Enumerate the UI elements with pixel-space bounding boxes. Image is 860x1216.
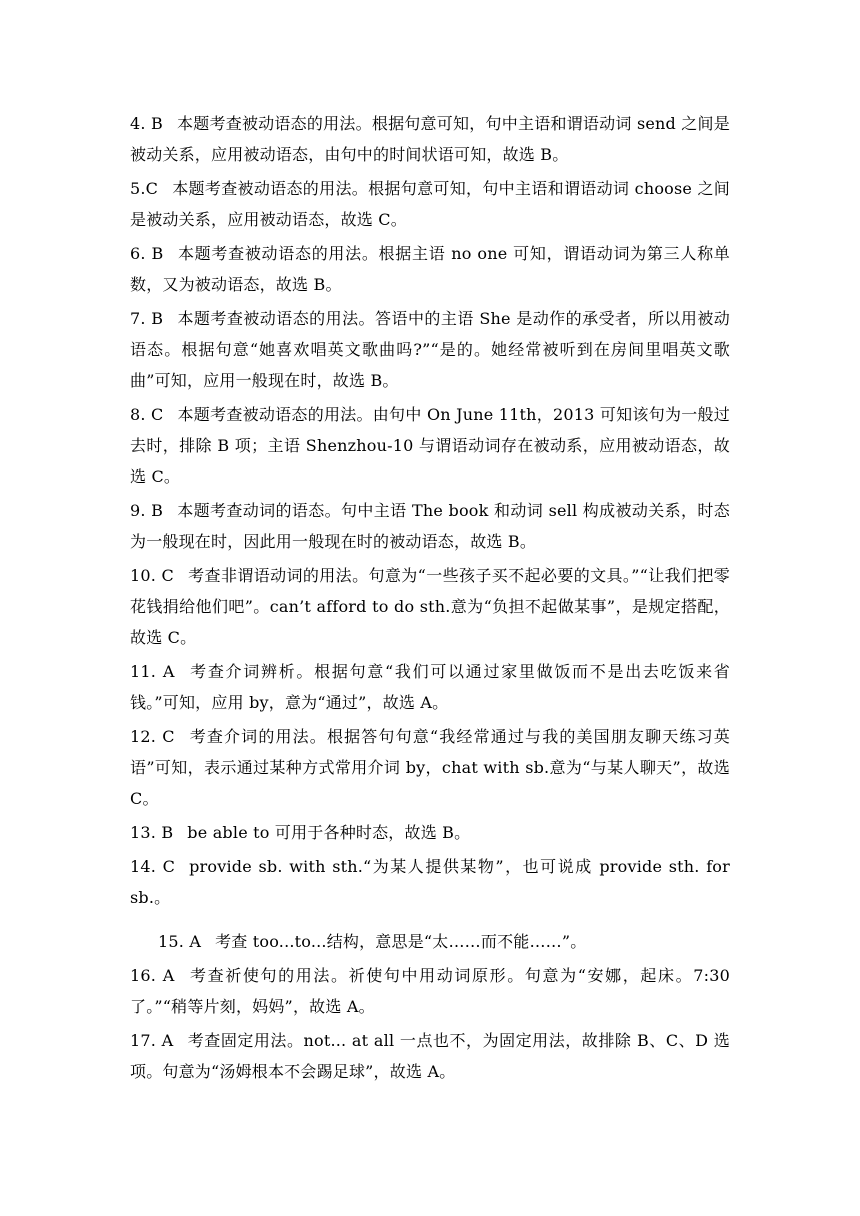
answer-15: [130, 926, 730, 957]
answer-text: 本题考查被动语态的用法。根据主语 no one 可知，谓语动词为第三人称单数，又为被动语态，故选 B。: [130, 244, 730, 294]
answer-text: 考查固定用法。not... at all 一点也不，为固定用法，故排除 B、C、D 选项。句意为“汤姆根本不会踢足球”，故选 A。: [130, 1031, 730, 1081]
answer-number: 11. A: [130, 662, 175, 681]
answer-text: 考查介词的用法。根据答句句意“我经常通过与我的美国朋友聊天练习英语”可知，表示通过某种方式常用介词 by，chat with sb.意为“与某人聊天”，故选 C。: [130, 727, 730, 808]
answer-17: [130, 1025, 730, 1087]
answer-number: 7. B: [130, 309, 164, 328]
answer-12: [130, 721, 730, 814]
answer-text: 考查介词辨析。根据句意“我们可以通过家里做饭而不是出去吃饭来省钱。”可知，应用 by，意为“通过”，故选 A。: [130, 662, 730, 712]
answer-7: [130, 303, 730, 396]
answer-number: 9. B: [130, 501, 164, 520]
answer-14: [130, 851, 730, 913]
answer-number: 13. B: [130, 823, 174, 842]
answer-number: 12. C: [130, 727, 175, 746]
answer-number: 16. A: [130, 966, 175, 985]
answer-10: [130, 560, 730, 653]
answer-text: 本题考查被动语态的用法。由句中 On June 11th，2013 可知该句为一般过去时，排除 B 项；主语 Shenzhou-10 与谓语动词存在被动系，应用被动语态，故选 C。: [130, 405, 730, 486]
answer-5: [130, 173, 730, 235]
answer-text: 本题考查被动语态的用法。答语中的主语 She 是动作的承受者，所以用被动语态。根据句意“她喜欢唱英文歌曲吗?”“是的。她经常被听到在房间里唱英文歌曲”可知，应用一般现在时，故选 B。: [130, 309, 730, 390]
answer-8: [130, 399, 730, 492]
answer-number: 4. B: [130, 114, 163, 133]
answer-6: [130, 238, 730, 300]
answer-text: 本题考查动词的语态。句中主语 The book 和动词 sell 构成被动关系，时态为一般现在时，因此用一般现在时的被动语态，故选 B。: [130, 501, 730, 551]
answer-explanations: [130, 108, 730, 1090]
answer-4: [130, 108, 730, 170]
answer-text: 本题考查被动语态的用法。根据句意可知，句中主语和谓语动词 send 之间是被动关系，应用被动语态，由句中的时间状语可知，故选 B。: [130, 114, 730, 164]
answer-text: 考查 too...to...结构，意思是“太……而不能……”。: [215, 932, 587, 951]
answer-number: 6. B: [130, 244, 164, 263]
spacer: [130, 916, 730, 926]
answer-9: [130, 495, 730, 557]
answer-number: 14. C: [130, 857, 176, 876]
answer-number: 5.C: [130, 179, 159, 198]
answer-11: [130, 656, 730, 718]
answer-text: 本题考查被动语态的用法。根据句意可知，句中主语和谓语动词 choose 之间是被动关系，应用被动语态，故选 C。: [130, 179, 730, 229]
answer-text: provide sb. with sth.“为某人提供某物”，也可说成 provide sth. for sb.。: [130, 857, 730, 907]
answer-number: 8. C: [130, 405, 164, 424]
answer-number: 10. C: [130, 566, 174, 585]
answer-text: 考查非谓语动词的用法。句意为“一些孩子买不起必要的文具。”“让我们把零花钱捐给他们吧”。can’t afford to do sth.意为“负担不起做某事”，是规定搭配，故选 C。: [130, 566, 730, 647]
answer-text: be able to 可用于各种时态，故选 B。: [187, 823, 471, 842]
answer-16: [130, 960, 730, 1022]
answer-13: [130, 817, 730, 848]
answer-number: 17. A: [130, 1031, 174, 1050]
answer-text: 考查祈使句的用法。祈使句中用动词原形。句意为“安娜，起床。7:30 了。”“稍等片刻，妈妈”，故选 A。: [130, 966, 730, 1016]
answer-number: 15. A: [158, 932, 202, 951]
